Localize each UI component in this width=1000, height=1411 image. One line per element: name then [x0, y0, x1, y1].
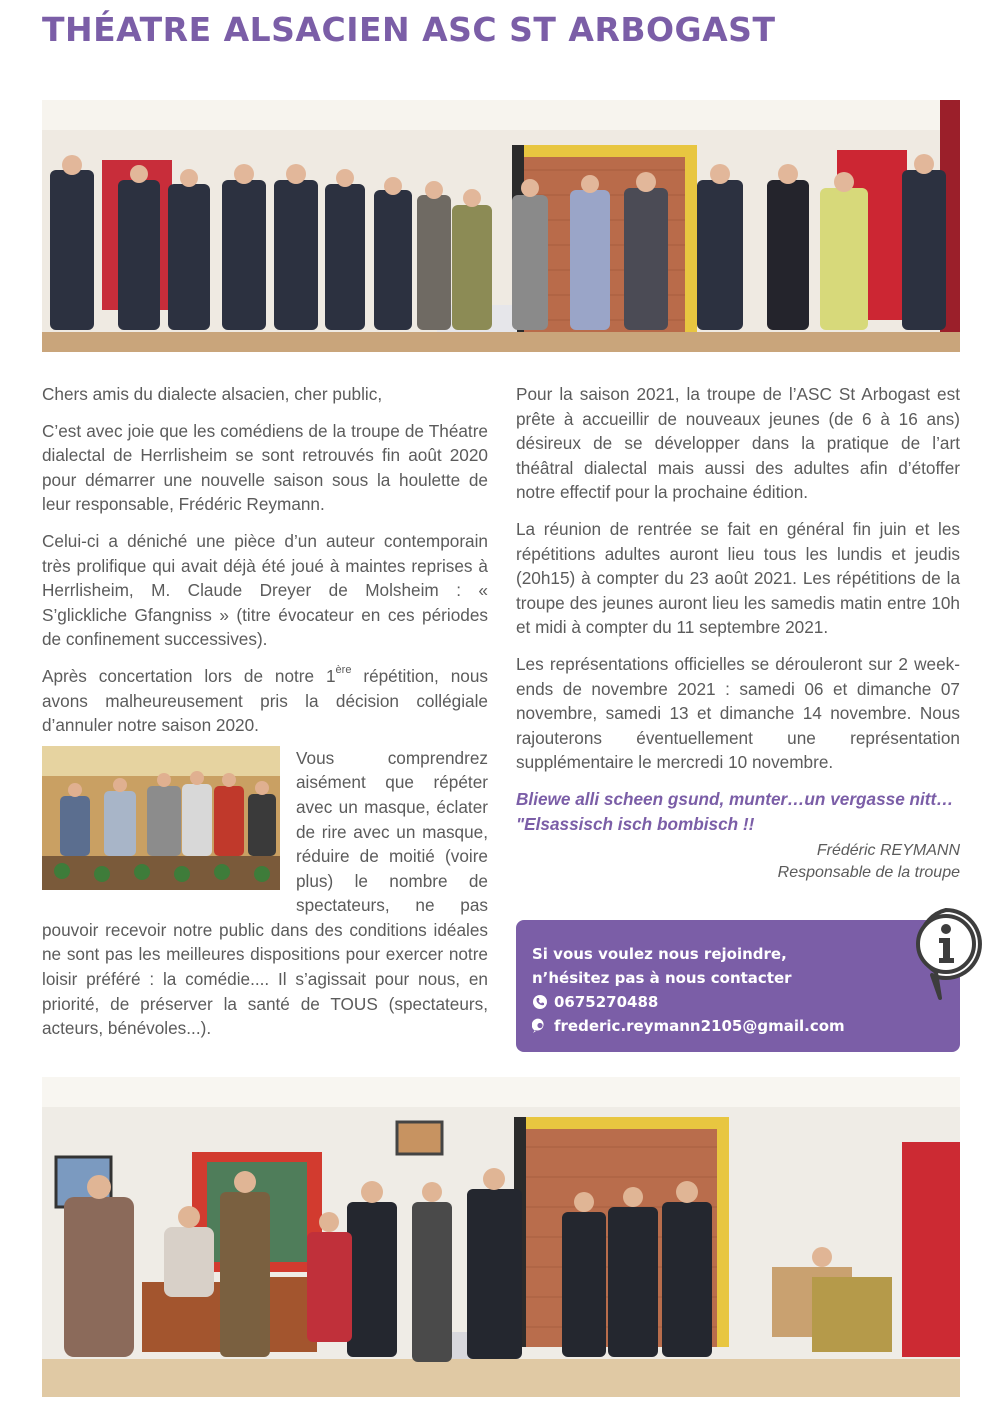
contact-line-2: n’hésitez pas à nous contacter: [532, 969, 792, 987]
signature-name: Frédéric REYMANN: [816, 842, 960, 860]
email-icon: [532, 1018, 548, 1034]
greeting-paragraph: Chers amis du dialecte alsacien, cher public,: [42, 384, 383, 404]
season-2021-paragraph: Pour la saison 2021, la troupe de l’ASC St Arbogast est prête à accueillir de nouveaux jeunes (de 6 à 16 ans) désireux de se développer dans la pratique de l’art théâtral dialectal mais aussi des adultes afin d’étoffer notre effectif pour la prochaine édition.: [516, 384, 960, 503]
contact-box: [516, 920, 960, 1052]
article-column-right: [516, 382, 960, 884]
mask-paragraph: Vous comprendrez aisément que répéter avec un masque, éclater de rire avec un masque, réduire de moitié (voire plus) le nombre de spectateurs, ne pas pouvoir recevoir notre public dans des conditions idéales ne sont pas les meilleures dispositions pour exercer notre loisir préféré : la comédie.... Il s’agissait pour nous, en priorité, de préserver la santé de TOUS (spectateurs, acteurs, bénévoles...).: [42, 747, 488, 1039]
photo-rehearsal-scene: [42, 746, 280, 890]
article-column-left: [42, 382, 488, 1053]
photo-play-scene: [42, 1077, 960, 1397]
contact-line-1: Si vous voulez nous rejoindre,: [532, 945, 787, 963]
contact-email[interactable]: frederic.reymann2105@gmail.com: [554, 1017, 845, 1035]
phone-icon: [532, 994, 548, 1010]
play-paragraph: Celui-ci a déniché une pièce d’un auteur contemporain très prolifique qui avait déjà été joué à maintes reprises à Herrlisheim, M. Claude Dreyer de Molsheim : « S’glickliche Gfangniss » (titre évocateur en ces périodes de confinement successives).: [42, 530, 488, 650]
performances-paragraph: Les représentations officielles se dérouleront sur 2 week-ends de novembre 2021 : samedi 06 et dimanche 07 novembre, samedi 13 et dimanche 14 novembre. Nous rajouterons éventuellement une représentation supplémentaire le mercredi 10 novembre.: [516, 653, 960, 773]
contact-phone-row: [532, 990, 944, 1014]
cancellation-paragraph: Après concertation lors de notre 1ère répétition, nous avons malheureusement pris la décision collégiale d’annuler notre saison 2020.: [42, 663, 488, 736]
photo-troupe-stage: [42, 100, 960, 352]
contact-email-row: [532, 1014, 944, 1038]
page-title: THÉATRE ALSACIEN ASC ST ARBOGAST: [42, 10, 776, 49]
rehearsal-schedule-paragraph: La réunion de rentrée se fait en général fin juin et les répétitions adultes auront lieu tous les lundis et jeudis (20h15) à compter du 23 août 2021. Les répétitions de la troupe des jeunes auront lieu les samedis matin entre 10h et midi à compter du 11 septembre 2021.: [516, 518, 960, 638]
contact-phone[interactable]: 0675270488: [554, 993, 659, 1011]
signature-role: Responsable de la troupe: [777, 864, 960, 882]
closing-quote: Bliewe alli scheen gsund, munter…un vergasse nitt… "Elsassisch isch bombisch !!: [516, 788, 954, 834]
info-icon: [906, 906, 986, 1002]
intro-paragraph: C’est avec joie que les comédiens de la troupe de Théatre dialectal de Herrlisheim se sont retrouvés fin août 2020 pour démarrer une nouvelle saison sous la houlette de leur responsable, Frédéric Reymann.: [42, 420, 488, 515]
